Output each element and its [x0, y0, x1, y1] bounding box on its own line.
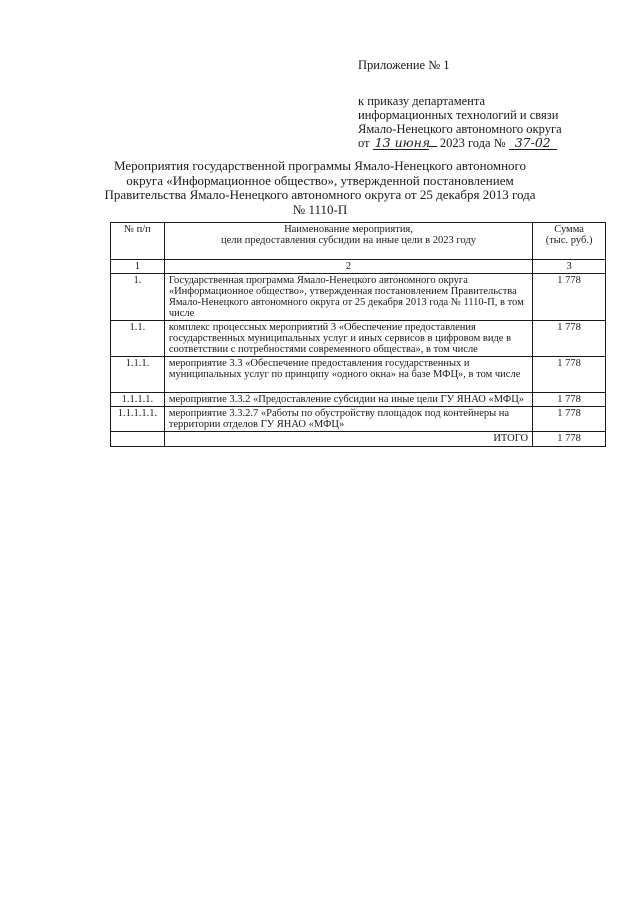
- header-sum: Сумма (тыс. руб.): [533, 223, 606, 260]
- row-sum: 1 778: [533, 357, 606, 393]
- heading-line-1: Мероприятия государственной программы Ямало-Ненецкого автономного: [113, 158, 527, 173]
- appendix-title: Приложение № 1: [358, 58, 450, 72]
- heading-line-4: № 1110-П: [292, 201, 348, 217]
- document-heading: [100, 159, 540, 217]
- total-sum: 1 778: [533, 432, 606, 447]
- row-num: 1.1.: [111, 321, 165, 357]
- row-num: 1.: [111, 274, 165, 321]
- appendix-date-line: [358, 136, 562, 150]
- row-name: мероприятие 3.3.2.7 «Работы по обустройству площадок под контейнеры на территории отделов ГУ ЯНАО «МФЦ»: [164, 407, 532, 432]
- handwritten-order-number: 37-02: [509, 137, 557, 150]
- row-sum: 1 778: [533, 274, 606, 321]
- column-number-row: [111, 260, 606, 274]
- row-num: 1.1.1.: [111, 357, 165, 393]
- handwritten-date: 13 июня: [374, 135, 431, 150]
- column-number: 1: [111, 260, 165, 274]
- header-name: Наименование мероприятия, цели предоставления субсидии на иные цели в 2023 году: [164, 223, 532, 260]
- total-empty-cell: [111, 432, 165, 447]
- measures-table: [110, 222, 606, 447]
- row-name: Государственная программа Ямало-Ненецкого автономного округа «Информационное общество», утвержденная постановлением Правительства Ямало-Ненецкого автономного округа от 25 декабря 2013 года № 1110-П, в том числе: [164, 274, 532, 321]
- row-name: мероприятие 3.3 «Обеспечение предоставления государственных и муниципальных услуг по принципу «одного окна» на базе МФЦ», в том числе: [164, 357, 532, 393]
- header-num: № п/п: [111, 223, 165, 260]
- appendix-line-1: к приказу департамента: [358, 94, 486, 108]
- table-header-row: [111, 223, 606, 260]
- total-label: ИТОГО: [164, 432, 532, 447]
- row-sum: 1 778: [533, 407, 606, 432]
- row-num: 1.1.1.1.: [111, 393, 165, 407]
- heading-line-2: округа «Информационное общество», утвержденной постановлением: [126, 172, 514, 188]
- row-name: комплекс процессных мероприятий 3 «Обеспечение предоставления государственных муниципальных услуг и иных сервисов в цифровом виде в соответствии с потребностями современного общества», в том числе: [164, 321, 532, 357]
- appendix-year-label: 2023 года №: [439, 136, 506, 150]
- date-underline: [429, 146, 437, 147]
- table-row: [111, 321, 606, 357]
- row-sum: 1 778: [533, 321, 606, 357]
- total-row: [111, 432, 606, 447]
- appendix-block: [358, 58, 562, 150]
- appendix-line-2: информационных технологий и связи: [358, 108, 559, 122]
- appendix-from-label: от: [358, 136, 370, 150]
- row-name: мероприятие 3.3.2 «Предоставление субсидии на иные цели ГУ ЯНАО «МФЦ»: [164, 393, 532, 407]
- table-row: [111, 357, 606, 393]
- table-row: [111, 274, 606, 321]
- table-row: [111, 407, 606, 432]
- row-num: 1.1.1.1.1.: [111, 407, 165, 432]
- row-sum: 1 778: [533, 393, 606, 407]
- column-number: 3: [533, 260, 606, 274]
- appendix-line-3: Ямало-Ненецкого автономного округа: [358, 122, 562, 136]
- heading-line-3: Правительства Ямало-Ненецкого автономного округа от 25 декабря 2013 года: [104, 187, 536, 202]
- column-number: 2: [164, 260, 532, 274]
- table-row: [111, 393, 606, 407]
